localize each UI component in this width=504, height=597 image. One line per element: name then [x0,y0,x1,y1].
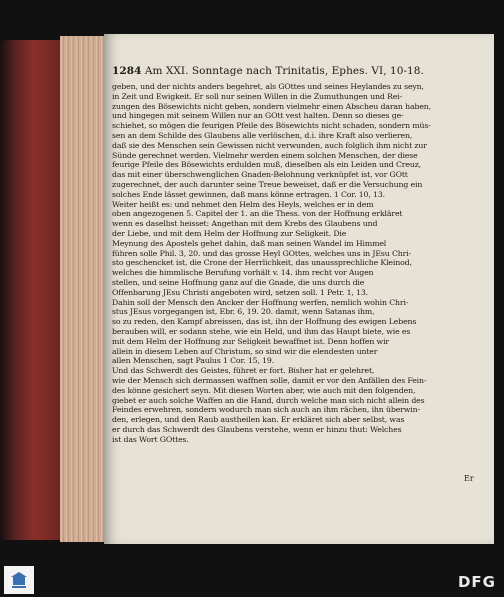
text-line: zungen des Bösewichts nicht geben, sondern vielmehr einen Abscheu daran haben, [112,101,432,111]
page-number: 1284 [112,65,142,77]
running-header [112,64,486,78]
text-line: feurige Pfeile des Bösewichts erdulden muß, dieselben als ein Leiden und Creuz, [112,160,421,170]
page-stack-edge [60,36,106,542]
text-line: sto geschencket ist, die Crone der Herrlichkeit, das unaussprechliche Kleinod, [112,258,412,268]
text-line: schiehet, so mögen die feurigen Pfeile des Bösewichts nicht schaden, sondern müs- [112,121,431,131]
text-line: Sünde gerechnet werden. Vielmehr werden einem solchen Menschen, der diese [112,150,418,160]
text-line: giebet er auch solche Waffen an die Hand, durch welche man sich nicht allein des [112,395,425,405]
text-line: des könne gesichert seyn. Mit diesen Worten aber, wie auch mit den folgenden, [112,385,416,395]
text-line: er durch das Schwerdt des Glaubens verstehe, wenn er hinzu thut: Welches [112,424,402,434]
text-line: oben angezogenen 5. Capitel der 1. an die Thess. von der Hoffnung erkläret [112,209,403,219]
running-title: Am XXI. Sonntage nach Trinitatis, Ephes. VI, 10-18. [144,65,424,77]
text-line: Dahin soll der Mensch den Ancker der Hoffnung werfen, nemlich wohin Chri- [112,297,409,307]
text-line: sen an dem Schilde des Glaubens alle verlöschen, d.i. ihre Kraft also verlieren, [112,130,413,140]
text-line: stellen, und seine Hoffnung ganz auf die Gnade, die uns durch die [112,277,365,287]
text-line: allen Menschen, sagt Paulus 1 Cor. 15, 19. [112,356,275,366]
text-line: Und das Schwerdt des Geistes, führet er fort. Bisher hat er gelehret, [112,366,375,376]
dfg-logo: DFG [457,573,496,591]
viewer-footer [0,565,504,597]
text-line: in Zeit und Ewigkeit. Er soll nur seinen Willen in die Zumuthungen und Rei- [112,91,403,101]
text-line: solches Ende lässet gewinnen, daß mans könne ertragen. 1 Cor. 10, 13. [112,189,385,199]
text-line: Feindes erwehren, sondern wodurch man sich auch an ihm rächen, ihn überwin- [112,405,420,415]
text-line: wie der Mensch sich dermassen waffnen solle, damit er vor den Anfällen des Fein- [112,375,427,385]
text-line: welches die himmlische Berufung vorhält v. 14. ihm recht vor Augen [112,268,374,278]
text-line: und hingegen mit seinem Willen nur an GOtt vest halten. Denn so dieses ge- [112,111,404,121]
body-text [112,82,486,456]
text-line: stus JEsus vorgegangen ist, Ebr. 6, 19. 20. damit, wenn Satanas ihm, [112,307,375,317]
text-line: mit dem Helm der Hoffnung zur Seligkeit bewaffnet ist. Denn hoffen wir [112,336,389,346]
text-line: Offenbarung JEsu Christi angeboten wird, setzen soll. 1 Petr. 1, 13. [112,287,368,297]
text-line: zugerechnet, der auch darunter seine Treue beweiset, daß er die Versuchung ein [112,179,423,189]
text-line: führen solle Phil. 3, 20. und das grosse Heyl GOttes, welches uns in JEsu Chri- [112,248,412,258]
text-line: ist das Wort GOttes. [112,434,189,444]
text-line: berauben will, er sodann stehe, wie ein Held, und ihm das Haupt biete, wie es [112,326,411,336]
text-line: Meynung des Apostels gehet dahin, daß man seinen Wandel im Himmel [112,238,387,248]
text-line: den, erlegen, und den Raub austheilen kan. Er erkläret sich aber selbst, was [112,415,405,425]
text-line: so zu reden, den Kampf abreissen, das ist, ihn der Hoffnung des ewigen Lebens [112,317,417,327]
text-line: daß sie des Menschen sein Gewissen nicht verwunden, auch folglich ihm nicht zur [112,140,427,150]
text-line: das mit einer überschwenglichen Gnaden-Belohnung verknüpfet ist, vor GOtt [112,170,408,180]
text-line: wenn es daselbst heisset: Angethan mit dem Krebs des Glaubens und [112,219,378,229]
book-cover-edge [0,40,62,540]
catchword: Er [464,474,474,483]
text-line: allein in diesem Leben auf Christum, so sind wir die elendesten unter [112,346,378,356]
text-line: Weiter heißt es: und nehmet den Helm des Heyls, welches er in dem [112,199,374,209]
text-line: der Liebe, und mit dem Helm der Hoffnung zur Seligkeit. Die [112,228,347,238]
text-line: geben, und der nichts anders begehret, als GOttes und seines Heylandes zu seyn, [112,82,424,91]
library-logo-icon [4,566,34,594]
